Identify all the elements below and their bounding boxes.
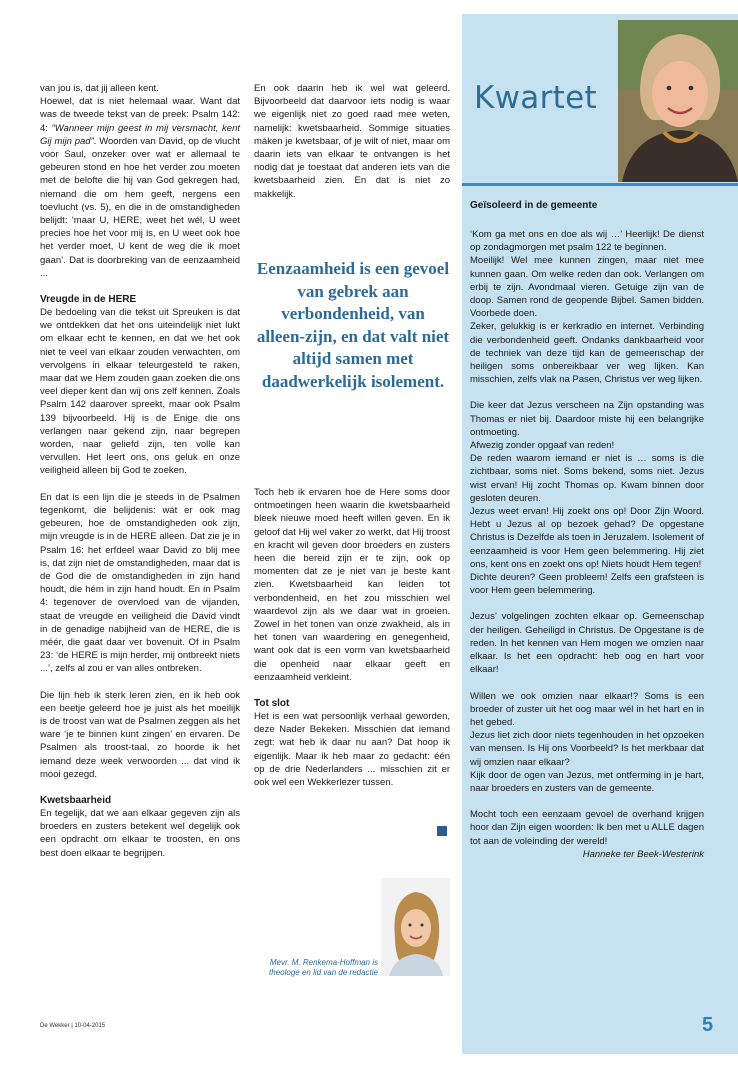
sidebar-divider	[462, 183, 738, 186]
line: Jezus liet zich door niets tegenhouden in het opzoeken van mensen. Is Hij ons Voorbeeld? Is het merkbaar dat wij omzien naar elkaar?	[470, 730, 704, 768]
sidebar-heading: Geïsoleerd in de gemeente	[470, 200, 598, 211]
paragraph	[470, 228, 704, 386]
paragraph	[470, 690, 704, 796]
paragraph: En ook daarin heb ik wel wat geleerd. Bijvoorbeeld dat daarvoor iets nodig is waar we eigenlijk niet zo goed raad mee weten, namelijk: kwetsbaarheid. Sommige situaties máken je kwetsbaar, of je wilt of niet, maar om daarin iets van elkaar te ontvangen is het nodig dat je toestaat dat anderen iets van die kwetsbaarheid zien. En dat is niet zo makkelijk.	[254, 83, 450, 200]
paragraph: En dat is een lijn die je steeds in de Psalmen tegenkomt, die belijdenis: wát er ook mag gebeuren, hoe de omstandigheden ook zijn, mijn vreugde is in de HERE alleen. Dat zie je in Psalm 16: het erfdeel waar David zo blij mee is, dat zijn niet de omstandigheden, maar dat is de God die de omstandigheden in zijn hand houdt, die hém in zijn hand houdt. En in Psalm 4: tegenover de overvloed van de vijanden, staat de vreugde en veiligheid die David vindt in de genadige nabijheid van de HERE, die is méér, die gaat daar ver bovenuit. Of in Psalm 23: ‘de HERE is mijn herder, mij ontbreekt niets ...’, zelfs al zou er van alles ontbreken.	[40, 491, 240, 675]
scripture-quote: “Wanneer mijn geest in mij versmacht, kent Gij mijn pad”	[40, 122, 241, 147]
line: Moeilijk! Wel mee kunnen zingen, maar niet mee kunnen gaan. Om welke reden dan ook. Verlangen om erbij te zijn. Avondmaal vieren. Getuige zijn van de doop. Samen rond de geopende Bijbel. Samen bidden. Voorbede doen.	[470, 255, 704, 320]
page-number: 5	[702, 1014, 714, 1036]
line: De reden waarom iemand er niet is … soms is die zichtbaar, soms niet. Soms bekend, soms niet. Jezus wist ervan! Hij zocht Thomas op. Kwam binnen door gesloten deuren.	[470, 453, 704, 504]
paragraph: En tegelijk, dat we aan elkaar gegeven zijn als broeders en zusters betekent wel degelijk ook een opdracht om elkaar te troosten, en ons best doen elkaar te begrijpen.	[40, 807, 240, 859]
author-photo	[381, 878, 450, 976]
text: Hoewel, dat is niet helemaal waar. Want dat was de tweede tekst van de preek: Psalm 142: 4:	[40, 96, 240, 134]
paragraph: Jezus’ volgelingen zochten elkaar op. Gemeenschap der heiligen. Geheiligd in Christus. De Opgestane is de reden. In het kennen van Hem mogen we omzien naar elkaar. Is het een opdracht: heb oog en hart voor elkaar!	[470, 611, 704, 676]
article-column-2	[254, 82, 450, 214]
paragraph: Die lijn heb ik sterk leren zien, en ik heb ook een beetje geleerd hoe je juist als het moeilijk is de troost van wat de Psalmen zeggen als het ware ‘je te binnen kunt zingen’ en ervaren. De Psalmen als troost-taal, zo hoorde ik het iemand deze week verwoorden ... dat vind ik mooi gezegd.	[40, 689, 240, 780]
footer-text: De Wekker | 10-04-2015	[40, 1023, 106, 1029]
section-heading: Tot slot	[254, 698, 290, 710]
article-column-2-lower	[254, 486, 450, 802]
paragraph: De bedoeling van die tekst uit Spreuken is dat we ontdekken dat het ons uiteindelijk niet lukt om elkaar echt te kennen, en dat we het ook niet te veel van elkaar zouden verwachten, om vervolgens in elkaar teleurgesteld te raken, maar dat we Hem zouden gaan zoeken die ons veel dieper kent dan wij ons zelf kennen. Zoals Psalm 142 daarover spreekt, maar ook Psalm 139 bijvoorbeeld. Hij is de Enige die ons verlangen naar gekend zijn, naar begrepen worden, naar geliefd zijn, ten volle kan vervullen. Het leert ons, ons geluk en onze veiligheid alleen bij God te zoeken.	[40, 307, 240, 477]
line: Dichte deuren? Geen probleem! Zelfs een grafsteen is voor Hem geen belemmering.	[470, 572, 704, 597]
paragraph: Mocht toch een eenzaam gevoel de overhand krijgen hoor dan Zijn eigen woorden: Ik ben met u ALLE dagen tot aan de voleinding der wereld!	[470, 809, 704, 847]
section-heading: Kwetsbaarheid	[40, 794, 112, 806]
author-caption: Mevr. M. Renkema-Hoffman is theologe en lid van de redactie	[269, 958, 378, 977]
line: Kijk door de ogen van Jezus, met ontferming in je hart, naar broeders en zusters van de gemeente.	[470, 769, 704, 794]
columnist-portrait	[618, 20, 738, 182]
end-mark-icon	[437, 826, 447, 836]
sidebar-title: Kwartet	[474, 80, 597, 116]
pull-quote: Eenzaamheid is een gevoel van gebrek aan verbondenheid, van alleen-zijn, en dat valt niet altijd samen met daadwerkelijk isolement.	[256, 259, 450, 391]
line: ‘Kom ga met ons en doe als wij …’ Heerlijk! De dienst op zondagmorgen met psalm 122 te beginnen.	[470, 229, 704, 254]
article-column-1	[40, 82, 240, 873]
line: Zeker, gelukkig is er kerkradio en internet. Verbinding die verbondenheid geeft. Ondanks dankbaarheid voor de techniek van deze tijd kan de gemeenschap der heiligen soms onbereikbaar ver weg lijken. Kan misschien, zelfs vlak na Pasen, Christus ver weg lijken.	[470, 321, 704, 386]
sidebar-column	[470, 228, 704, 861]
paragraph: Toch heb ik ervaren hoe de Here soms door ontmoetingen heen waarin die kwetsbaarheid bleek nieuwe moed heeft willen geven. En ik geloof dat Hij wel vaker zo werkt, dat Hij troost en kracht wil geven door broeders en zusters heen die bereid zijn er te zijn, ook op momenten dat ze je niet van je beste kant zien. Kwetsbaarheid kan leiden tot verbondenheid, en het zou misschien wel waardevol zijn als we daar wat in groeien. Zowel in het tonen van onze zwakheid, als in het tonen van waardering en genegenheid, want ook dat is een vorm van kwetsbaarheid die openheid naar elkaar geeft en eenzaamheid verkleint.	[254, 487, 450, 683]
paragraph	[470, 399, 704, 597]
line: Willen we ook omzien naar elkaar!? Soms is een broeder of zuster uit het oog maar wél in het hart en in het gebed.	[470, 690, 704, 728]
section-heading: Vreugde in de HERE	[40, 294, 137, 306]
line: Die keer dat Jezus verscheen na Zijn opstanding was Thomas er niet bij. Daardoor miste hij een belangrijke ontmoeting.	[470, 400, 704, 438]
paragraph: Het is een wat persoonlijk verhaal geworden, deze Nader Bekeken. Misschien dat iemand zegt: wat heb ik daar nu aan? Dat hoop ik eigenlijk. Maar ik heb maar zo gedacht: één op de drie Nederlanders ... misschien zit er ook wel een Wekkerlezer tussen.	[254, 711, 450, 789]
paragraph	[40, 95, 240, 280]
line: Jezus weet ervan! Hij zoekt ons op! Door Zijn Woord. Hebt u Jezus al op bezoek gehad? De opgestane Christus is Dezelfde als toen in Jeruzalem. Isolement of eenzaamheid is voor Hem geen belemmering. Hij ziet ons, kent ons en zoekt ons op! Niets houdt Hem tegen!	[470, 506, 704, 570]
line: Afwezig zonder opgaaf van reden!	[470, 440, 615, 452]
text: . Woorden van David, op de vlucht voor Saul, onzeker over wat er allemaal te gebeuren stond en hoe het verder zou moeten met de belofte die hij van God gekregen had, niemand die om hem geeft, nergens een toevlucht (vs. 5), en die in de omstandigheden belijdt: ‘maar U, HERE, weet het wél, U weet precies hoe het voor mij is, en U weet ook hoe het verder moet, U kent de weg die ik moet gaan’. Dat is doorbreking van de eenzaamheid ...	[40, 135, 240, 279]
paragraph: van jou is, dat jij alleen kent.	[40, 83, 159, 94]
signature: Hanneke ter Beek-Westerink	[582, 848, 704, 860]
